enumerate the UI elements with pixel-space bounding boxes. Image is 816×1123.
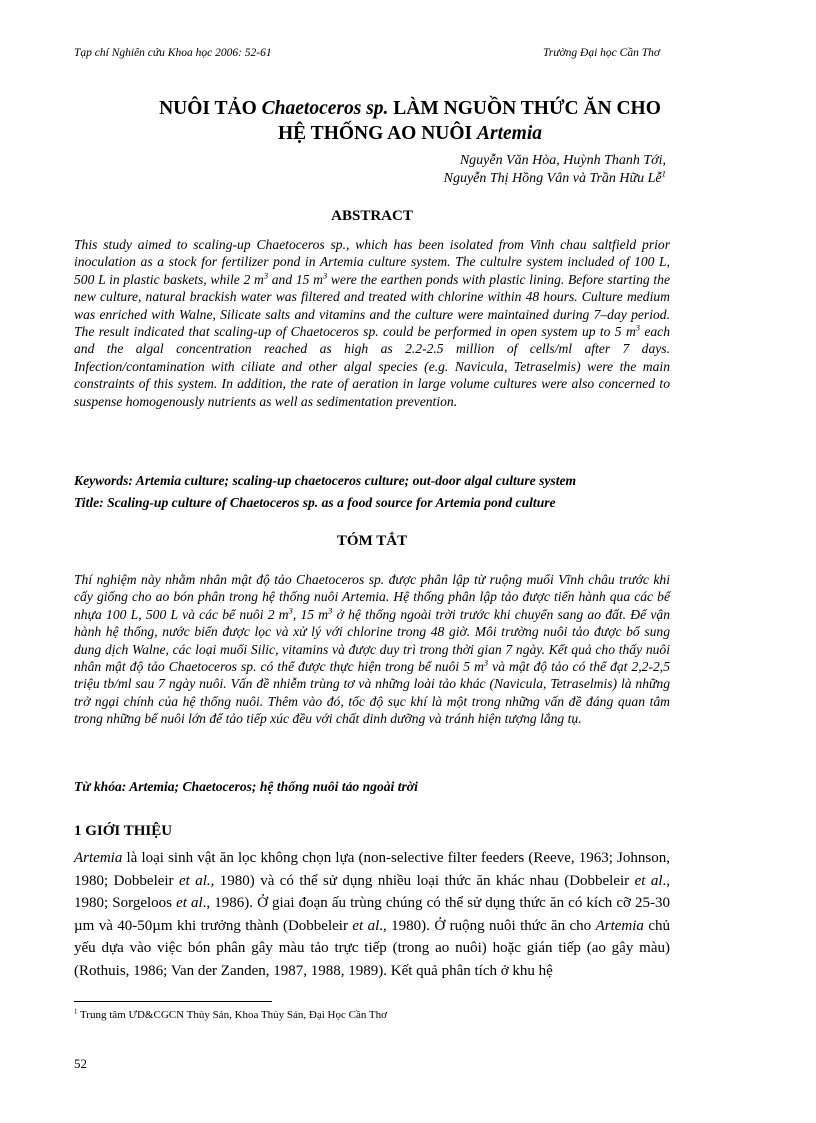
title-part-1: NUÔI TẢO [159, 98, 262, 119]
authors [246, 152, 666, 188]
paper-title [60, 96, 760, 146]
title-artemia: Artemia [477, 123, 543, 144]
footnote: $^1$ Trung tâm ƯD&CGCN Thủy Sản, Khoa Thủy Sản, Đại Học Cần Thơ [74, 1008, 387, 1021]
introduction-body: Artemia là loại sinh vật ăn lọc không chọn lựa (non-selective filter feeders (Reeve, 1963; Johnson, 1980; Dobbeleir et al., 1980) và có thể sử dụng nhiều loại thức ăn khác nhau (Dobbeleir et al., 1980; Sorgeloos et al., 1986). Ở giai đoạn ấu trùng chúng có thể sử dụng thức ăn có kích cỡ 25-30 µm và 40-50µm khi trưởng thành (Dobbeleir et al., 1980). Ở ruộng nuôi thức ăn cho Artemia chủ yếu dựa vào việc bón phân gây màu tảo trực tiếp (trong ao nuôi) hoặc gián tiếp (ao gây màu) (Rothuis, 1986; Van der Zanden, 1987, 1988, 1989). Kết quả phân tích ở khu hệ [74, 850, 670, 979]
author-footnote-mark: 1 [661, 168, 666, 179]
title-part-3: HỆ THỐNG AO NUÔI [277, 123, 477, 144]
title-part-2: LÀM NGUỒN THỨC ĂN CHO [388, 98, 661, 119]
abstract-heading: ABSTRACT [331, 208, 413, 224]
tomtat-keywords: Từ khóa: Artemia; Chaetoceros; hệ thống nuôi tảo ngoài trời [74, 779, 418, 794]
authors-line-2: Nguyễn Thị Hồng Vân và Trần Hữu Lễ$^1$ [443, 168, 666, 186]
title-species: Chaetoceros sp. [261, 98, 389, 119]
authors-line-1: Nguyễn Văn Hòa, Huỳnh Thanh Tới, [459, 153, 666, 168]
english-title: Title: Scaling-up culture of Chaetoceros sp. as a food source for Artemia pond culture [74, 495, 556, 510]
section-1-heading: 1 GIỚI THIỆU [74, 823, 173, 839]
abstract-body: This study aimed to scaling-up Chaetoceros sp., which has been isolated from Vinh chau saltfield prior inoculation as a stock for fertilizer pond in Artemia culture system. The cultulre system included of 100 L, 500 L in plastic baskets, while 2 $m^3$ and 15 $m^3$ were the earthen ponds with plastic lining. Before starting the new culture, natural brackish water was filtered and treated with chlorine within 48 hours. Culture medium was enriched with Walne, Silicate salts and vitamins and the culture were maintained during 7–day period. The result indicated that scaling-up of Chaetoceros sp. could be performed in open system up to 5 $m^3$ each and the algal concentration reached as high as 2.2-2.5 million of cells/ml after 7 days. Infection/contamination with ciliate and other algal species (e.g. Navicula, Tetraselmis) were the main constraints of this system. In addition, the rate of aeration in large volume cultures were also concerned to suspense homogenously nutrients as well as sedimentation prevention. [74, 237, 671, 409]
page-number: 52 [74, 1056, 87, 1071]
journal-header: Tạp chí Nghiên cứu Khoa học 2006: 52-61 [74, 47, 272, 59]
tomtat-body: Thí nghiệm này nhằm nhân mật độ tảo Chaetoceros sp. được phân lập từ ruộng muối Vĩnh châu trước khi cấy giống cho ao bón phân trong hệ thống nuôi Artemia. Hệ thống phân lập tảo được tiến hành qua các bể nhựa 100 L, 500 L và các bể nuôi 2 $m^3$, 15 $m^3$ ở hệ thống ngoài trời trước khi chuyển sang ao đất. Để vận hành hệ thống, nước biển được lọc và xử lý với chlorine trong 48 giờ. Môi trường nuôi tảo được bổ sung dung dịch Walne, các loại muối Silic, vitamins và được duy trì trong thời gian 7 ngày. Kết quả cho thấy nuôi nhân mật độ tảo Chaetoceros sp. có thể được thực hiện trong bể nuôi 5 $m^3$ và mật độ tảo có thể đạt 2,2-2,5 triệu tb/ml sau 7 ngày nuôi. Vấn đề nhiễm trùng tơ và những loài tảo khác (Navicula, Tetraselmis) là những trở ngại chính của hệ thống nuôi. Thêm vào đó, tốc độ sục khí là một trong những vấn đề đáng quan tâm trong những bể nuôi lớn để tảo tiếp xúc đều với chất dinh dưỡng và tránh hiện tượng lắng tụ. [74, 572, 670, 727]
footnote-divider [74, 1001, 272, 1002]
university-header: Trường Đại học Cần Thơ [543, 47, 660, 59]
abstract-keywords: Keywords: Artemia culture; scaling-up chaetoceros culture; out-door algal culture system [74, 473, 577, 488]
tomtat-heading: TÓM TẮT [336, 533, 408, 549]
